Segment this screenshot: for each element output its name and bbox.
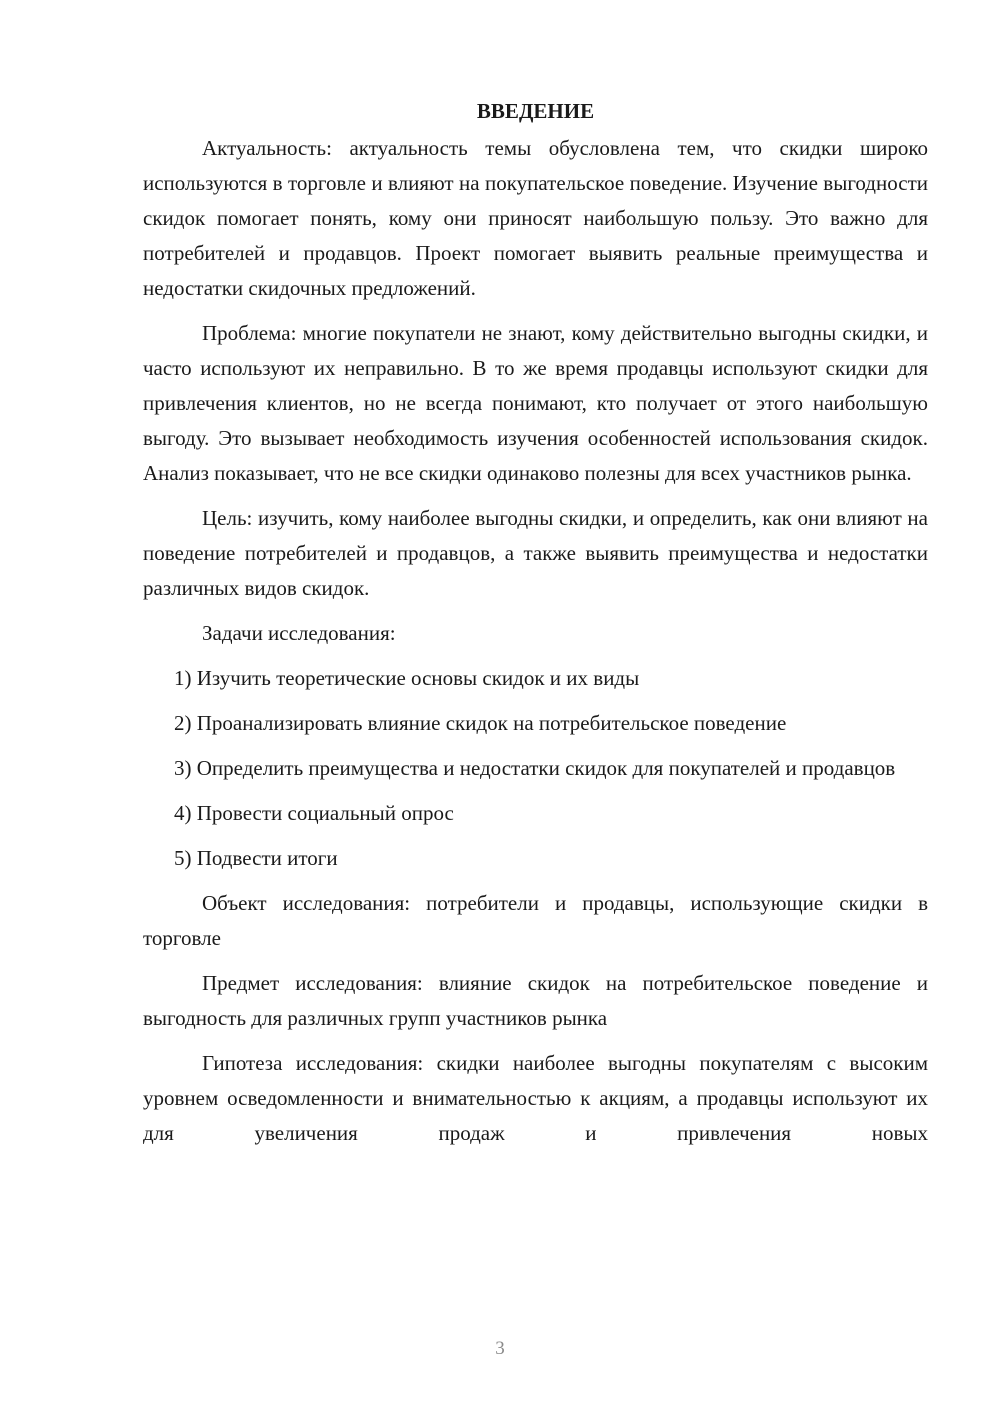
list-item: 2) Проанализировать влияние скидок на потребительское поведение (174, 711, 787, 735)
list-item: 3) Определить преимущества и недостатки скидок для покупателей и продавцов (174, 756, 896, 780)
relevance-paragraph: Актуальность: актуальность темы обусловлена тем, что скидки широко используются в торговле и влияют на покупательское поведение. Изучение выгодности скидок помогает понять, кому они приносят наибольшую пользу. Это важно для потребителей и продавцов. Проект помогает выявить реальные преимущества и недостатки скидочных предложений. (143, 136, 928, 300)
tasks-list (143, 661, 928, 876)
list-item: 5) Подвести итоги (174, 846, 338, 870)
section-title: ВВЕДЕНИЕ (476, 99, 595, 123)
page-number: 3 (495, 1338, 505, 1359)
object-paragraph: Объект исследования: потребители и продавцы, использующие скидки в торговле (143, 891, 928, 950)
list-item: 4) Провести социальный опрос (174, 801, 454, 825)
tasks-heading: Задачи исследования: (202, 621, 396, 645)
document-page (143, 95, 928, 1161)
hypothesis-paragraph: Гипотеза исследования: скидки наиболее выгодны покупателям с высоким уровнем осведомленности и внимательностью к акциям, а продавцы используют их для увеличения продаж и привлечения новых (143, 1051, 928, 1145)
goal-paragraph: Цель: изучить, кому наиболее выгодны скидки, и определить, как они влияют на поведение потребителей и продавцов, а также выявить преимущества и недостатки различных видов скидок. (143, 506, 928, 600)
problem-paragraph: Проблема: многие покупатели не знают, кому действительно выгодны скидки, и часто используют их неправильно. В то же время продавцы используют скидки для привлечения клиентов, но не всегда понимают, кто получает от этого наибольшую выгоду. Это вызывает необходимость изучения особенностей использования скидок. Анализ показывает, что не все скидки одинаково полезны для всех участников рынка. (143, 321, 928, 485)
subject-paragraph: Предмет исследования: влияние скидок на потребительское поведение и выгодность для различных групп участников рынка (143, 971, 928, 1030)
list-item: 1) Изучить теоретические основы скидок и их виды (174, 666, 640, 690)
